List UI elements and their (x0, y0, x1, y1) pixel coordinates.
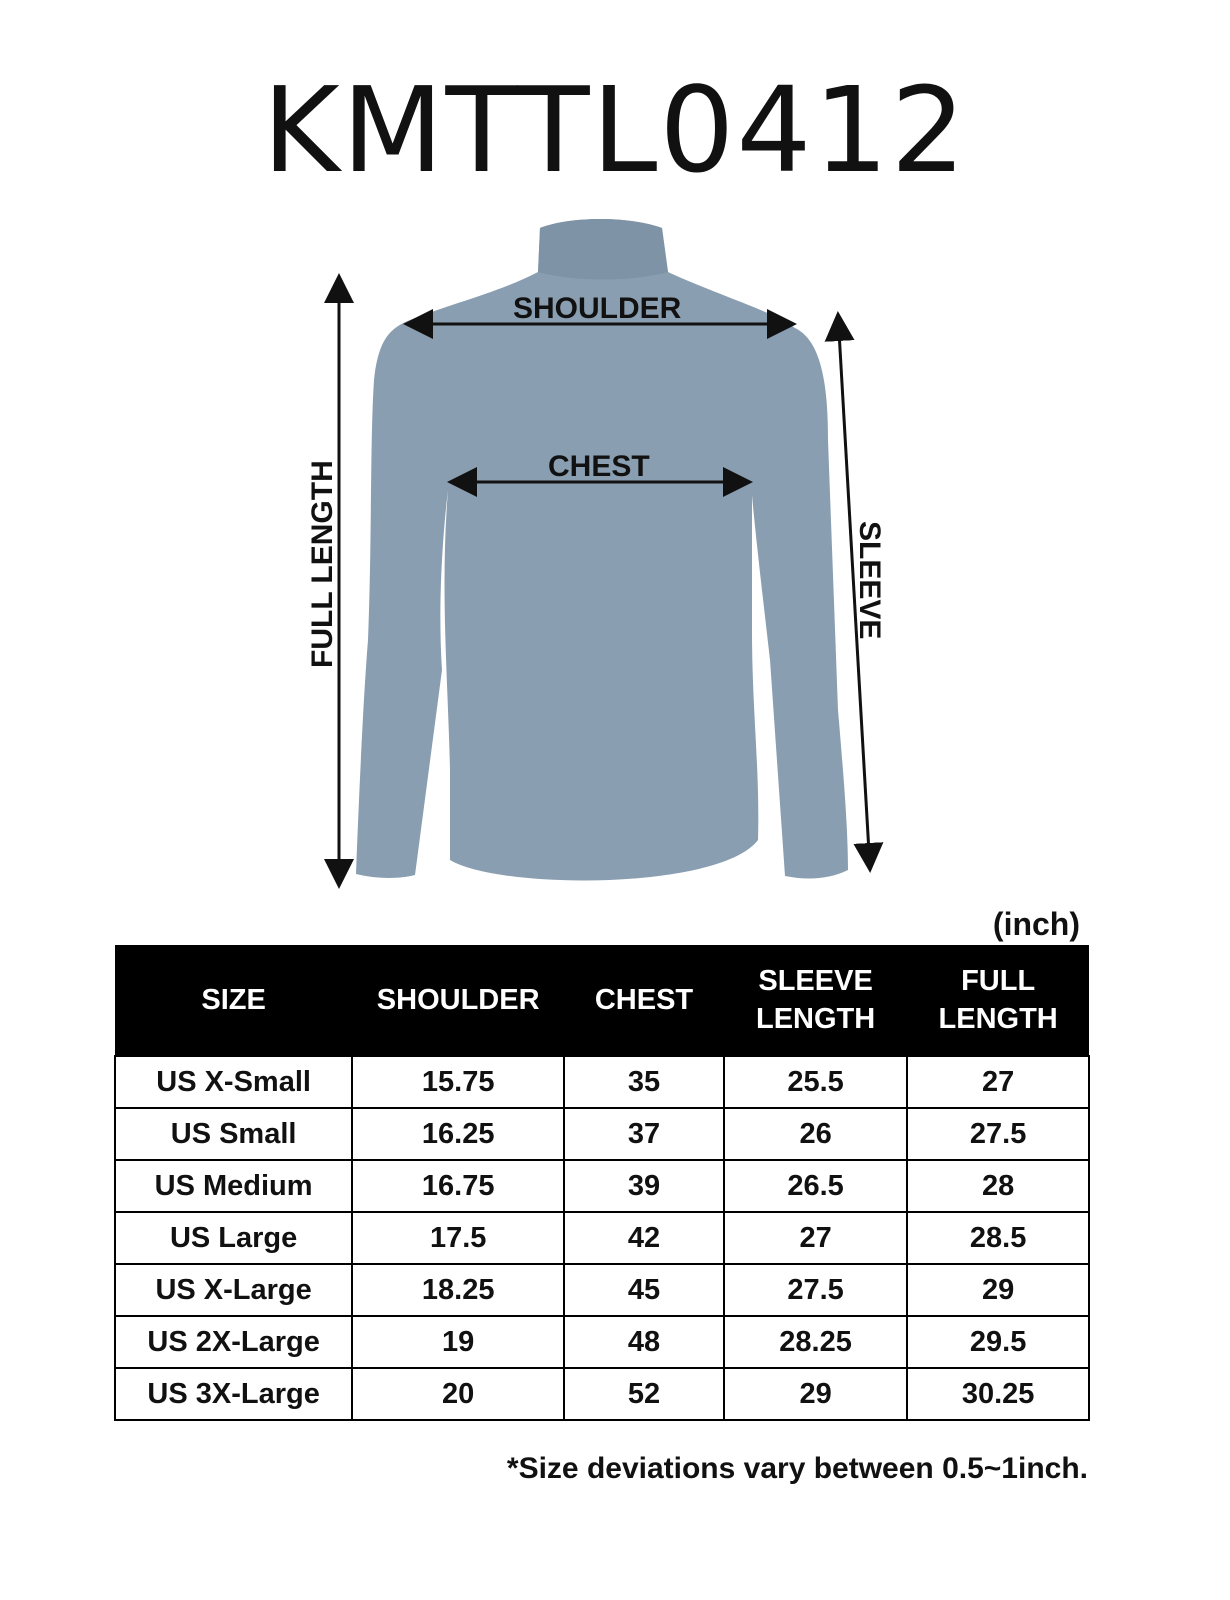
table-header-row (115, 945, 1089, 1056)
cell-chest: 39 (564, 1160, 724, 1212)
cell-size: US Medium (115, 1160, 352, 1212)
cell-full: 28.5 (907, 1212, 1089, 1264)
cell-chest: 37 (564, 1108, 724, 1160)
header-sleeve-line2: LENGTH (755, 1003, 876, 1035)
cell-sleeve: 27.5 (724, 1264, 907, 1316)
sleeve-label: SLEEVE (853, 521, 886, 640)
cell-full: 27.5 (907, 1108, 1089, 1160)
table-row (115, 1056, 1089, 1108)
cell-sleeve: 25.5 (724, 1056, 907, 1108)
cell-size: US Small (115, 1108, 352, 1160)
cell-shoulder: 16.25 (352, 1108, 564, 1160)
cell-size: US Large (115, 1212, 352, 1264)
garment-diagram (300, 210, 920, 900)
header-shoulder: SHOULDER (352, 945, 564, 1056)
table-row (115, 1212, 1089, 1264)
cell-chest: 48 (564, 1316, 724, 1368)
cell-sleeve: 26.5 (724, 1160, 907, 1212)
chest-label: CHEST (548, 450, 650, 483)
header-size: SIZE (115, 945, 352, 1056)
table-row (115, 1316, 1089, 1368)
cell-full: 30.25 (907, 1368, 1089, 1420)
full-length-label: FULL LENGTH (306, 460, 339, 668)
cell-chest: 45 (564, 1264, 724, 1316)
cell-size: US 3X-Large (115, 1368, 352, 1420)
collar-shape (538, 219, 668, 280)
header-full-length (907, 945, 1089, 1056)
cell-chest: 52 (564, 1368, 724, 1420)
cell-chest: 42 (564, 1212, 724, 1264)
cell-sleeve: 27 (724, 1212, 907, 1264)
cell-size: US X-Large (115, 1264, 352, 1316)
table-row (115, 1108, 1089, 1160)
unit-note: (inch) (992, 906, 1080, 942)
table-row (115, 1264, 1089, 1316)
cell-size: US 2X-Large (115, 1316, 352, 1368)
cell-full: 28 (907, 1160, 1089, 1212)
header-full-line1: FULL (961, 965, 1036, 997)
cell-chest: 35 (564, 1056, 724, 1108)
header-sleeve-length (724, 945, 907, 1056)
cell-sleeve: 26 (724, 1108, 907, 1160)
header-full-line2: LENGTH (938, 1003, 1058, 1035)
header-sleeve-line1: SLEEVE (758, 965, 873, 997)
cell-sleeve: 29 (724, 1368, 907, 1420)
table-row (115, 1160, 1089, 1212)
cell-sleeve: 28.25 (724, 1316, 907, 1368)
header-chest: CHEST (564, 945, 724, 1056)
cell-full: 29 (907, 1264, 1089, 1316)
cell-shoulder: 15.75 (352, 1056, 564, 1108)
cell-shoulder: 19 (352, 1316, 564, 1368)
cell-shoulder: 16.75 (352, 1160, 564, 1212)
size-deviation-footnote: *Size deviations vary between 0.5~1inch. (506, 1452, 1088, 1485)
cell-shoulder: 20 (352, 1368, 564, 1420)
cell-size: US X-Small (115, 1056, 352, 1108)
cell-full: 27 (907, 1056, 1089, 1108)
shoulder-label: SHOULDER (513, 292, 682, 325)
product-code-title: KMTTL0412 (262, 61, 968, 199)
size-chart-table (114, 945, 1090, 1421)
table-row (115, 1368, 1089, 1420)
cell-shoulder: 17.5 (352, 1212, 564, 1264)
cell-full: 29.5 (907, 1316, 1089, 1368)
cell-shoulder: 18.25 (352, 1264, 564, 1316)
